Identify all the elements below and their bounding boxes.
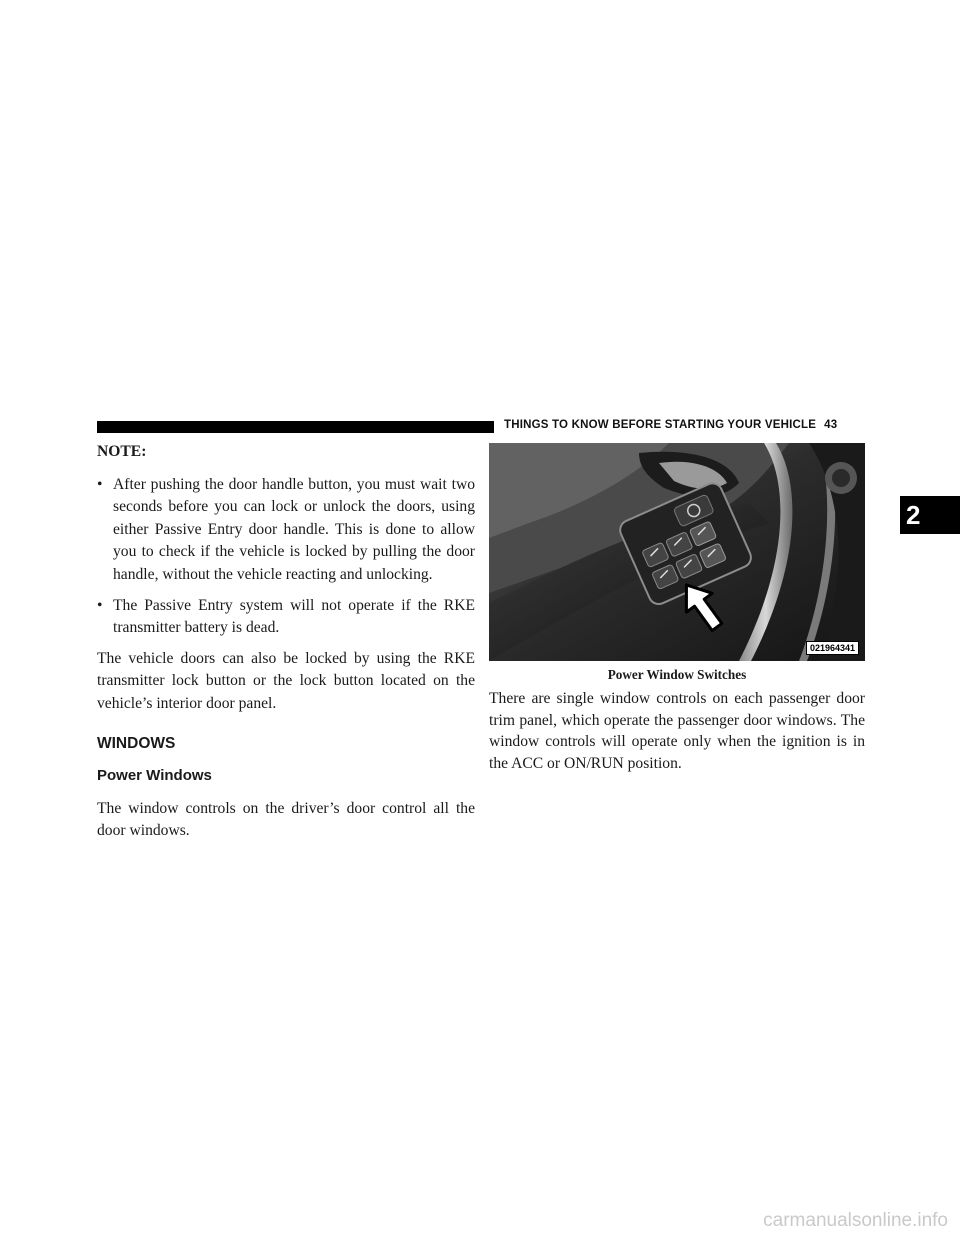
power-window-switches-photo: [489, 443, 865, 661]
header-rule: [97, 421, 494, 433]
header-title: THINGS TO KNOW BEFORE STARTING YOUR VEHICLE: [504, 419, 817, 431]
door-panel-illustration: [489, 443, 865, 661]
subsection-heading: Power Windows: [97, 767, 212, 785]
figure-id-label: 021964341: [806, 641, 859, 655]
watermark: carmanualsonline.info: [763, 1210, 948, 1231]
bullet-text: After pushing the door handle button, you must wait two seconds before you can lock or unlock the doors, using either Passive Entry door handle. This is done to allow you to check if the vehicle is locked by pulling the door handle, without the vehicle reacting and unlocking.: [113, 475, 475, 583]
paragraph-passenger-controls: There are single window controls on each passenger door trim panel, which operate the passenger door windows. The window controls will operate only when the ignition is in the ACC or ON/RUN position.: [489, 690, 865, 772]
section-heading: WINDOWS: [97, 734, 176, 752]
left-column: [97, 441, 475, 851]
bullet-item: [97, 474, 475, 587]
bullet-item: [97, 595, 475, 640]
note-label: NOTE:: [97, 443, 147, 460]
running-header: [504, 419, 837, 431]
paragraph-windows: The window controls on the driver’s door control all the door windows.: [97, 799, 475, 840]
bullet-symbol: •: [97, 596, 103, 614]
bullet-text: The Passive Entry system will not operate if the RKE transmitter battery is dead.: [113, 596, 475, 637]
page-number: 43: [824, 419, 838, 431]
paragraph-locking: The vehicle doors can also be locked by using the RKE transmitter lock button or the lock button located on the vehicle’s interior door panel.: [97, 649, 475, 712]
figure-caption: Power Window Switches: [607, 667, 747, 682]
chapter-tab: 2: [900, 496, 960, 534]
bullet-symbol: •: [97, 475, 103, 493]
